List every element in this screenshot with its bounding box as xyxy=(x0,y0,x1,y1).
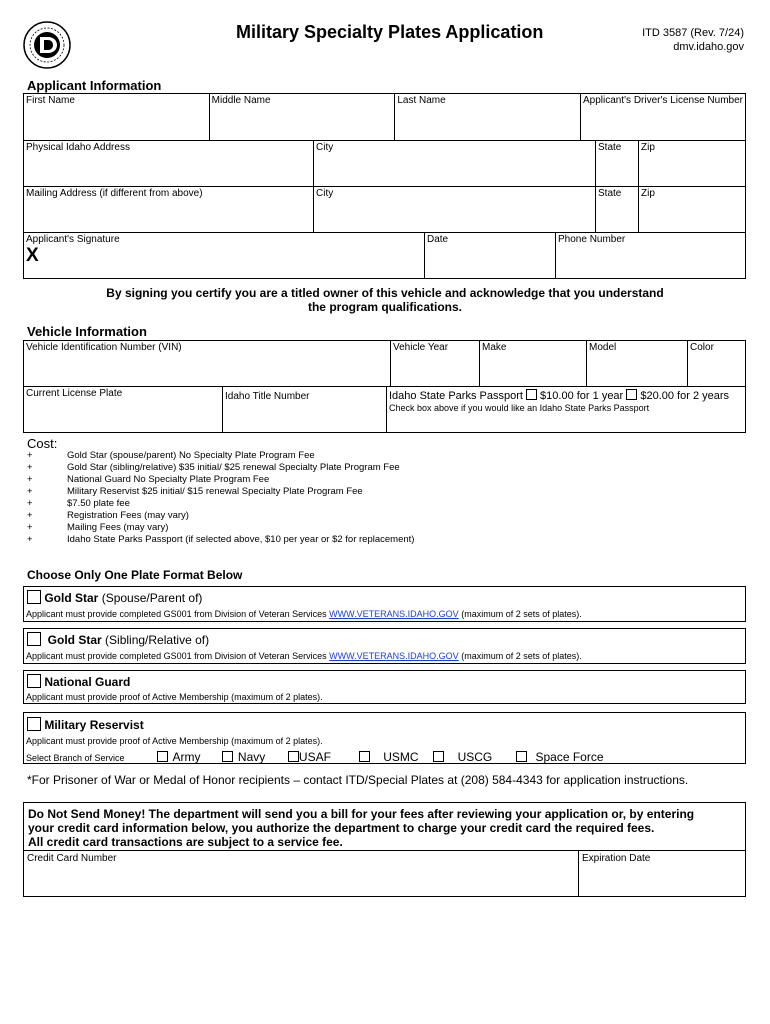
middle-name-label: Middle Name xyxy=(211,95,271,106)
military-reservist-box xyxy=(23,712,746,764)
mailing-address-label: Mailing Address (if different from above) xyxy=(26,188,203,199)
navy-checkbox[interactable] xyxy=(222,751,233,762)
cost-item xyxy=(27,534,627,546)
cost-item xyxy=(27,510,627,522)
mailing-city-field[interactable] xyxy=(314,187,596,233)
military-reservist-name: Military Reservist xyxy=(44,718,144,732)
seal-icon xyxy=(22,20,72,70)
last-name-field[interactable] xyxy=(395,94,581,141)
cost-item-sign: + xyxy=(27,486,33,497)
applicant-name-table xyxy=(23,93,746,141)
form-number: ITD 3587 (Rev. 7/24) xyxy=(642,27,744,39)
passport-1yr-checkbox[interactable] xyxy=(526,389,537,400)
cost-item xyxy=(27,486,627,498)
date-field[interactable] xyxy=(425,233,556,279)
gold-star-spouse-box xyxy=(23,586,746,622)
cost-item xyxy=(27,462,627,474)
cost-item-sign: + xyxy=(27,474,33,485)
expiration-field[interactable] xyxy=(579,850,745,896)
passport-2yr-label: $20.00 for 2 years xyxy=(640,390,730,402)
card-number-field[interactable] xyxy=(24,850,579,896)
pow-note: *For Prisoner of War or Medal of Honor recipients – contact ITD/Special Plates at (208) 584-4343 for application instructions. xyxy=(27,773,689,787)
gold-star-sibling-box xyxy=(23,628,746,664)
signature-table xyxy=(23,232,746,279)
phone-label: Phone Number xyxy=(558,234,626,245)
physical-city-field[interactable] xyxy=(314,141,596,187)
physical-state-label: State xyxy=(598,142,622,153)
first-name-field[interactable] xyxy=(24,94,210,141)
vehicle-year-field[interactable] xyxy=(391,341,480,387)
physical-city-label: City xyxy=(316,142,334,153)
form-title: Military Specialty Plates Application xyxy=(236,22,544,42)
veterans-link[interactable]: WWW.VETERANS.IDAHO.GOV xyxy=(329,609,459,619)
physical-address-label: Physical Idaho Address xyxy=(26,142,130,153)
mailing-address-table xyxy=(23,186,746,233)
national-guard-name: National Guard xyxy=(44,675,131,689)
national-guard-requirement: Applicant must provide proof of Active Membership (maximum of 2 plates). xyxy=(26,692,323,702)
vehicle-year-label: Vehicle Year xyxy=(393,342,449,353)
cost-item-text: $7.50 plate fee xyxy=(67,498,130,509)
model-label: Model xyxy=(589,342,617,353)
cost-item xyxy=(27,474,627,486)
usaf-checkbox[interactable] xyxy=(288,751,299,762)
mailing-city-label: City xyxy=(316,188,334,199)
gold-star-spouse-checkbox[interactable] xyxy=(27,590,41,604)
gold-star-sibling-requirement: Applicant must provide completed GS001 from Division of Veteran Services xyxy=(26,651,327,661)
license-number-field[interactable] xyxy=(581,94,746,141)
branch-label: Select Branch of Service xyxy=(26,753,125,763)
model-field[interactable] xyxy=(587,341,688,387)
mailing-zip-field[interactable] xyxy=(639,187,746,233)
cost-item xyxy=(27,498,627,510)
website: dmv.idaho.gov xyxy=(673,41,744,53)
date-label: Date xyxy=(427,234,449,245)
signature-field[interactable] xyxy=(24,233,425,279)
cost-item-text: National Guard No Specialty Plate Program Fee xyxy=(67,474,270,485)
last-name-label: Last Name xyxy=(397,95,446,106)
physical-address-field[interactable] xyxy=(24,141,314,187)
gold-star-spouse-sub: (Spouse/Parent of) xyxy=(101,591,203,605)
physical-zip-field[interactable] xyxy=(639,141,746,187)
cost-item-text: Military Reservist $25 initial/ $15 renewal Specialty Plate Program Fee xyxy=(67,486,363,497)
military-reservist-checkbox[interactable] xyxy=(27,717,41,731)
cost-item-sign: + xyxy=(27,510,33,521)
army-checkbox[interactable] xyxy=(157,751,168,762)
cost-item xyxy=(27,522,627,534)
certify-line-1: By signing you certify you are a titled owner of this vehicle and acknowledge that you understand xyxy=(106,286,664,300)
national-guard-checkbox[interactable] xyxy=(27,674,41,688)
gold-star-spouse-requirement: Applicant must provide completed GS001 from Division of Veteran Services xyxy=(26,609,327,619)
current-plate-label: Current License Plate xyxy=(26,388,123,399)
vin-field[interactable] xyxy=(24,341,391,387)
card-number-label: Credit Card Number xyxy=(27,853,117,864)
navy-label: Navy xyxy=(237,750,266,764)
passport-label: Idaho State Parks Passport xyxy=(389,390,523,402)
cost-item-text: Idaho State Parks Passport (if selected above, $10 per year or $2 for replacement) xyxy=(67,534,415,545)
uscg-label: USCG xyxy=(457,750,493,764)
expiration-label: Expiration Date xyxy=(582,853,651,864)
passport-2yr-checkbox[interactable] xyxy=(626,389,637,400)
signature-label: Applicant's Signature xyxy=(26,234,120,245)
vehicle-section-title: Vehicle Information xyxy=(27,324,147,339)
gold-star-spouse-name: Gold Star xyxy=(44,591,99,605)
current-plate-field[interactable] xyxy=(24,387,223,433)
mailing-state-label: State xyxy=(598,188,622,199)
cost-item-text: Registration Fees (may vary) xyxy=(67,510,189,521)
usaf-label: USAF xyxy=(298,750,331,764)
gold-star-sibling-max: (maximum of 2 sets of plates). xyxy=(461,651,582,661)
middle-name-field[interactable] xyxy=(209,94,395,141)
passport-field xyxy=(387,387,746,433)
mailing-state-field[interactable] xyxy=(596,187,639,233)
cost-item-sign: + xyxy=(27,522,33,533)
national-guard-box xyxy=(23,670,746,704)
title-number-label: Idaho Title Number xyxy=(225,391,310,402)
vehicle-table xyxy=(23,340,746,387)
plate-title-table xyxy=(23,386,746,433)
license-number-label: Applicant's Driver's License Number xyxy=(583,95,743,106)
passport-1yr-label: $10.00 for 1 year xyxy=(540,390,624,402)
applicant-section-title: Applicant Information xyxy=(27,78,162,93)
color-field[interactable] xyxy=(688,341,746,387)
cost-item-sign: + xyxy=(27,534,33,545)
passport-note: Check box above if you would like an Idaho State Parks Passport xyxy=(389,403,650,413)
mailing-address-field[interactable] xyxy=(24,187,314,233)
signature-mark: X xyxy=(26,245,39,266)
title-number-field[interactable] xyxy=(223,387,387,433)
first-name-label: First Name xyxy=(26,95,75,106)
cost-item-text: Gold Star (spouse/parent) No Specialty Plate Program Fee xyxy=(67,450,315,461)
veterans-link[interactable]: WWW.VETERANS.IDAHO.GOV xyxy=(329,651,459,661)
color-label: Color xyxy=(690,342,714,353)
cost-item-text: Mailing Fees (may vary) xyxy=(67,522,169,533)
cost-item-sign: + xyxy=(27,498,33,509)
physical-state-field[interactable] xyxy=(596,141,639,187)
cost-title: Cost: xyxy=(27,436,58,451)
usmc-checkbox[interactable] xyxy=(359,751,370,762)
space-force-label: Space Force xyxy=(535,750,604,764)
payment-warning-2: your credit card information below, you authorize the department to charge your credit card the required fees. xyxy=(28,821,655,835)
army-label: Army xyxy=(172,750,201,764)
cost-item-sign: + xyxy=(27,462,33,473)
uscg-checkbox[interactable] xyxy=(433,751,444,762)
idaho-dmv-seal xyxy=(22,20,72,70)
space-force-checkbox[interactable] xyxy=(516,751,527,762)
certify-line-2: the program qualifications. xyxy=(307,300,463,314)
cost-item xyxy=(27,450,627,462)
gold-star-sibling-name: Gold Star xyxy=(47,633,102,647)
usmc-label: USMC xyxy=(383,750,419,764)
gold-star-spouse-max: (maximum of 2 sets of plates). xyxy=(461,609,582,619)
physical-zip-label: Zip xyxy=(641,142,655,153)
make-label: Make xyxy=(482,342,507,353)
phone-field[interactable] xyxy=(556,233,746,279)
payment-warning-1: Do Not Send Money! The department will send you a bill for your fees after reviewing your application or, by entering xyxy=(28,807,695,821)
payment-warning-3: All credit card transactions are subject to a service fee. xyxy=(28,835,343,849)
mailing-zip-label: Zip xyxy=(641,188,655,199)
gold-star-sibling-sub: (Sibling/Relative of) xyxy=(105,633,210,647)
payment-box xyxy=(23,802,746,897)
cost-item-sign: + xyxy=(27,450,33,461)
plates-section-title: Choose Only One Plate Format Below xyxy=(27,568,243,582)
make-field[interactable] xyxy=(480,341,587,387)
military-reservist-requirement: Applicant must provide proof of Active Membership (maximum of 2 plates). xyxy=(26,736,323,746)
cost-item-text: Gold Star (sibling/relative) $35 initial/ $25 renewal Specialty Plate Program Fee xyxy=(67,462,400,473)
cost-list xyxy=(27,450,627,546)
vin-label: Vehicle Identification Number (VIN) xyxy=(26,342,182,353)
gold-star-sibling-checkbox[interactable] xyxy=(27,632,41,646)
physical-address-table xyxy=(23,140,746,187)
